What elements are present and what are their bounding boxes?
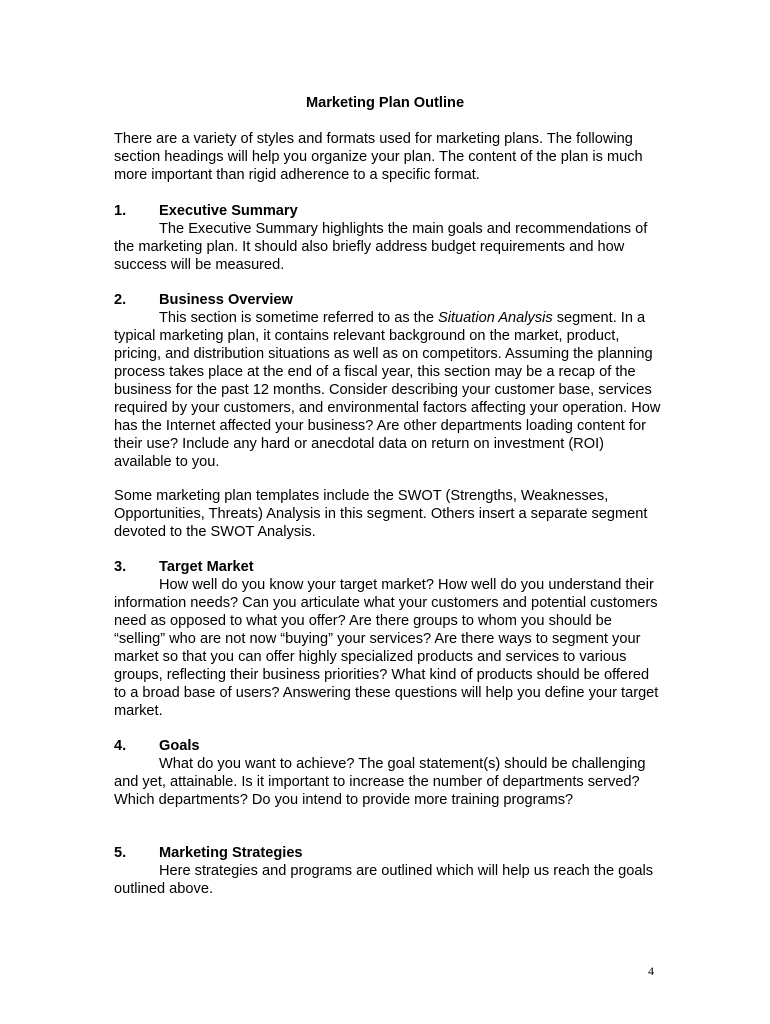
section-heading-business-overview [114,291,662,309]
emphasis-text: Situation Analysis [438,310,553,326]
section-heading-goals [114,737,662,755]
section-heading-marketing-strategies [114,844,662,862]
section-body-marketing-strategies: Here strategies and programs are outlined which will help us reach the goals outlined above. [114,863,654,897]
section-number: 5. [114,845,127,861]
section-number: 1. [114,203,127,219]
section-title: Business Overview [159,292,293,308]
section-title: Executive Summary [159,203,298,219]
body-text: This section is sometime referred to as the [159,310,439,326]
section-number: 3. [114,559,127,575]
section-number: 4. [114,738,127,754]
section-body-goals: What do you want to achieve? The goal statement(s) should be challenging and yet, attainable. Is it important to increase the number of departments served? Which departments? Do you intend to provide more training programs? [114,756,646,808]
section-body-executive-summary: The Executive Summary highlights the main goals and recommendations of the marketing plan. It should also briefly address budget requirements and how success will be measured. [114,221,648,273]
page-number: 4 [648,964,654,978]
section-body-target-market: How well do you know your target market? How well do you understand their information needs? Can you articulate what your customers and potential customers need as opposed to what you offer? Are there groups to whom you should be “selling” who are not now “buying” your services? Are there ways to segment your market so that you can offer highly specialized products and services to various groups, reflecting their business priorities? What kind of products should be offered to a broad base of users? Answering these questions will help you define your target market. [114,577,659,719]
swot-paragraph: Some marketing plan templates include the SWOT (Strengths, Weaknesses, Opportunities, Threats) Analysis in this segment. Others insert a separate segment devoted to the SWOT Analysis. [114,488,648,540]
intro-paragraph: There are a variety of styles and formats used for marketing plans. The following section headings will help you organize your plan. The content of the plan is much more important than rigid adherence to a specific format. [114,131,643,183]
section-body-business-overview [114,309,662,471]
section-title: Target Market [159,559,254,575]
section-title: Marketing Strategies [159,845,303,861]
section-heading-target-market [114,558,662,576]
body-text: segment. In a typical marketing plan, it contains relevant background on the market, product, pricing, and distribution situations as well as on competitors. Assuming the planning process takes place at the end of a fiscal year, this section may be a recap of the business for the past 12 months. Consider describing your customer base, services required by your customers, and environmental factors affecting your operation. How has the Internet affected your business? Are other departments loading content for their use? Include any hard or anecdotal data on return on investment (ROI) available to you. [114,310,661,470]
section-number: 2. [114,292,127,308]
page-title: Marketing Plan Outline [305,95,465,111]
section-title: Goals [159,738,200,754]
section-heading-executive-summary [114,202,662,220]
